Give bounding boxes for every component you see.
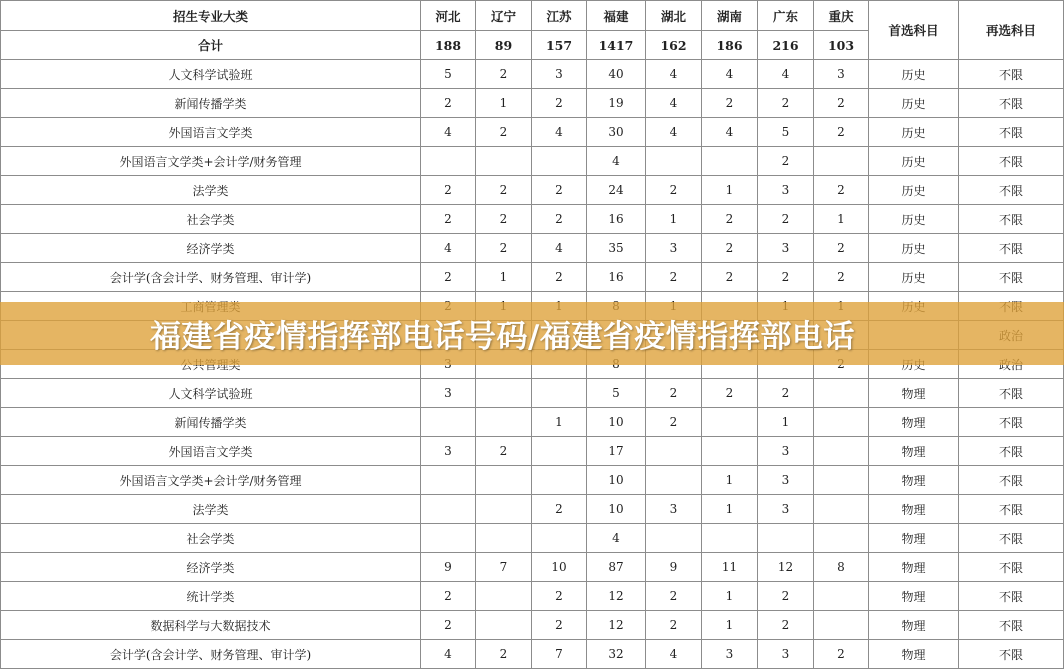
count-cell	[421, 524, 476, 553]
count-cell: 2	[476, 234, 532, 263]
province-header: 重庆	[814, 1, 869, 31]
count-cell: 2	[814, 234, 869, 263]
count-cell: 3	[646, 495, 702, 524]
count-cell: 4	[587, 524, 646, 553]
count-cell: 2	[532, 582, 587, 611]
count-cell: 17	[587, 437, 646, 466]
count-cell	[532, 466, 587, 495]
first-subject-cell: 历史	[869, 176, 959, 205]
table-row	[1, 205, 1064, 234]
count-cell: 4	[532, 234, 587, 263]
count-cell: 2	[476, 118, 532, 147]
count-cell: 2	[702, 89, 758, 118]
province-header: 江苏	[532, 1, 587, 31]
count-cell: 1	[702, 582, 758, 611]
count-cell	[532, 524, 587, 553]
count-cell: 4	[421, 118, 476, 147]
count-cell: 2	[421, 263, 476, 292]
province-header: 湖南	[702, 1, 758, 31]
count-cell: 35	[587, 234, 646, 263]
count-cell: 2	[421, 582, 476, 611]
count-cell: 3	[421, 379, 476, 408]
count-cell	[814, 147, 869, 176]
count-cell: 12	[758, 553, 814, 582]
count-cell: 2	[646, 176, 702, 205]
first-subject-cell: 物理	[869, 408, 959, 437]
count-cell: 87	[587, 553, 646, 582]
watermark-banner	[0, 302, 1064, 365]
count-cell: 1	[758, 408, 814, 437]
count-cell	[814, 524, 869, 553]
count-cell: 8	[814, 553, 869, 582]
first-subject-cell: 历史	[869, 60, 959, 89]
count-cell: 10	[532, 553, 587, 582]
count-cell	[814, 408, 869, 437]
count-cell	[646, 466, 702, 495]
second-subject-cell: 不限	[959, 466, 1064, 495]
table-row	[1, 553, 1064, 582]
total-cell: 103	[814, 31, 869, 60]
count-cell: 3	[758, 495, 814, 524]
first-subject-cell: 物理	[869, 437, 959, 466]
count-cell	[814, 379, 869, 408]
count-cell: 2	[758, 205, 814, 234]
second-subject-cell: 不限	[959, 147, 1064, 176]
province-header: 湖北	[646, 1, 702, 31]
count-cell: 4	[646, 89, 702, 118]
total-cell: 89	[476, 31, 532, 60]
count-cell	[476, 524, 532, 553]
second-subject-cell: 不限	[959, 524, 1064, 553]
count-cell: 4	[646, 60, 702, 89]
first-subject-cell: 历史	[869, 118, 959, 147]
major-cell: 外国语言文学类+会计学/财务管理	[1, 466, 421, 495]
count-cell: 1	[814, 205, 869, 234]
province-header: 河北	[421, 1, 476, 31]
first-subject-header: 首选科目	[869, 1, 959, 60]
table-row	[1, 60, 1064, 89]
major-cell: 法学类	[1, 495, 421, 524]
first-subject-cell: 物理	[869, 640, 959, 669]
count-cell	[421, 147, 476, 176]
count-cell: 1	[646, 205, 702, 234]
major-cell: 法学类	[1, 176, 421, 205]
count-cell: 1	[702, 495, 758, 524]
table-row	[1, 408, 1064, 437]
first-subject-cell: 历史	[869, 234, 959, 263]
count-cell	[421, 466, 476, 495]
count-cell: 4	[646, 118, 702, 147]
count-cell: 4	[702, 60, 758, 89]
count-cell	[476, 147, 532, 176]
count-cell	[646, 147, 702, 176]
count-cell: 2	[532, 495, 587, 524]
count-cell: 5	[587, 379, 646, 408]
count-cell: 2	[646, 408, 702, 437]
province-header: 广东	[758, 1, 814, 31]
second-subject-cell: 不限	[959, 89, 1064, 118]
second-subject-cell: 不限	[959, 205, 1064, 234]
count-cell	[814, 611, 869, 640]
count-cell: 2	[646, 263, 702, 292]
count-cell: 9	[646, 553, 702, 582]
count-cell: 3	[758, 640, 814, 669]
count-cell: 10	[587, 495, 646, 524]
table-row	[1, 234, 1064, 263]
count-cell: 3	[421, 437, 476, 466]
table-row	[1, 611, 1064, 640]
count-cell	[758, 524, 814, 553]
count-cell: 2	[476, 176, 532, 205]
count-cell	[476, 408, 532, 437]
major-cell: 会计学(含会计学、财务管理、审计学)	[1, 263, 421, 292]
count-cell: 2	[421, 176, 476, 205]
first-subject-cell: 物理	[869, 582, 959, 611]
second-subject-header: 再选科目	[959, 1, 1064, 60]
count-cell: 2	[758, 611, 814, 640]
count-cell: 10	[587, 408, 646, 437]
count-cell	[702, 437, 758, 466]
first-subject-cell: 物理	[869, 524, 959, 553]
first-subject-cell: 历史	[869, 147, 959, 176]
table-row	[1, 466, 1064, 495]
table-row	[1, 495, 1064, 524]
count-cell: 3	[814, 60, 869, 89]
first-subject-cell: 物理	[869, 495, 959, 524]
count-cell: 3	[758, 176, 814, 205]
total-cell: 1417	[587, 31, 646, 60]
count-cell: 2	[758, 263, 814, 292]
table-row	[1, 437, 1064, 466]
count-cell: 2	[532, 205, 587, 234]
count-cell	[476, 379, 532, 408]
second-subject-cell: 不限	[959, 437, 1064, 466]
count-cell: 4	[421, 640, 476, 669]
count-cell: 9	[421, 553, 476, 582]
count-cell: 5	[421, 60, 476, 89]
count-cell: 2	[476, 205, 532, 234]
count-cell: 4	[702, 118, 758, 147]
count-cell: 2	[421, 205, 476, 234]
total-label: 合计	[1, 31, 421, 60]
second-subject-cell: 不限	[959, 60, 1064, 89]
second-subject-cell: 不限	[959, 640, 1064, 669]
province-header: 辽宁	[476, 1, 532, 31]
count-cell: 3	[758, 437, 814, 466]
count-cell: 12	[587, 611, 646, 640]
second-subject-cell: 不限	[959, 379, 1064, 408]
table-row	[1, 263, 1064, 292]
count-cell	[702, 524, 758, 553]
count-cell: 1	[702, 466, 758, 495]
count-cell: 2	[532, 611, 587, 640]
major-cell: 新闻传播学类	[1, 89, 421, 118]
major-column-header: 招生专业大类	[1, 1, 421, 31]
count-cell	[814, 582, 869, 611]
count-cell: 3	[758, 234, 814, 263]
count-cell: 4	[758, 60, 814, 89]
count-cell: 4	[587, 147, 646, 176]
second-subject-cell: 不限	[959, 553, 1064, 582]
count-cell	[476, 611, 532, 640]
first-subject-cell: 历史	[869, 89, 959, 118]
major-cell: 社会学类	[1, 524, 421, 553]
count-cell: 2	[758, 89, 814, 118]
total-cell: 157	[532, 31, 587, 60]
table-row	[1, 89, 1064, 118]
count-cell: 16	[587, 205, 646, 234]
count-cell: 2	[702, 263, 758, 292]
count-cell: 1	[476, 263, 532, 292]
major-cell: 外国语言文学类	[1, 437, 421, 466]
first-subject-cell: 历史	[869, 263, 959, 292]
table-row	[1, 524, 1064, 553]
table-row	[1, 379, 1064, 408]
count-cell: 1	[702, 611, 758, 640]
major-cell: 统计学类	[1, 582, 421, 611]
major-cell: 外国语言文学类+会计学/财务管理	[1, 147, 421, 176]
count-cell: 2	[532, 176, 587, 205]
count-cell: 2	[646, 611, 702, 640]
count-cell: 3	[646, 234, 702, 263]
count-cell: 5	[758, 118, 814, 147]
count-cell: 3	[758, 466, 814, 495]
total-cell: 216	[758, 31, 814, 60]
count-cell: 10	[587, 466, 646, 495]
count-cell: 2	[814, 118, 869, 147]
count-cell	[702, 147, 758, 176]
count-cell	[814, 437, 869, 466]
first-subject-cell: 物理	[869, 611, 959, 640]
second-subject-cell: 不限	[959, 611, 1064, 640]
count-cell: 4	[421, 234, 476, 263]
count-cell	[532, 437, 587, 466]
table-row	[1, 147, 1064, 176]
major-cell: 新闻传播学类	[1, 408, 421, 437]
count-cell: 30	[587, 118, 646, 147]
count-cell: 3	[532, 60, 587, 89]
table-row	[1, 582, 1064, 611]
count-cell: 2	[646, 582, 702, 611]
count-cell: 1	[532, 408, 587, 437]
count-cell: 11	[702, 553, 758, 582]
count-cell: 2	[702, 205, 758, 234]
table-row	[1, 640, 1064, 669]
banner-text: 福建省疫情指挥部电话号码/福建省疫情指挥部电话	[150, 319, 855, 355]
count-cell: 2	[814, 263, 869, 292]
count-cell: 2	[814, 89, 869, 118]
count-cell	[532, 379, 587, 408]
count-cell: 24	[587, 176, 646, 205]
count-cell	[532, 147, 587, 176]
count-cell: 2	[702, 234, 758, 263]
count-cell: 2	[702, 379, 758, 408]
count-cell: 1	[702, 176, 758, 205]
second-subject-cell: 不限	[959, 176, 1064, 205]
count-cell	[421, 495, 476, 524]
count-cell: 16	[587, 263, 646, 292]
total-cell: 162	[646, 31, 702, 60]
major-cell: 经济学类	[1, 234, 421, 263]
count-cell: 2	[646, 379, 702, 408]
count-cell	[814, 466, 869, 495]
count-cell: 2	[476, 437, 532, 466]
count-cell: 7	[532, 640, 587, 669]
count-cell: 2	[476, 640, 532, 669]
table-row	[1, 118, 1064, 147]
count-cell	[476, 466, 532, 495]
count-cell: 2	[476, 60, 532, 89]
count-cell: 2	[758, 379, 814, 408]
header-row	[1, 1, 1064, 31]
count-cell	[421, 408, 476, 437]
count-cell	[814, 495, 869, 524]
major-cell: 外国语言文学类	[1, 118, 421, 147]
count-cell: 40	[587, 60, 646, 89]
province-header: 福建	[587, 1, 646, 31]
count-cell	[646, 437, 702, 466]
major-cell: 人文科学试验班	[1, 60, 421, 89]
second-subject-cell: 不限	[959, 408, 1064, 437]
table-row	[1, 176, 1064, 205]
major-cell: 数据科学与大数据技术	[1, 611, 421, 640]
second-subject-cell: 不限	[959, 582, 1064, 611]
count-cell: 4	[532, 118, 587, 147]
major-cell: 会计学(含会计学、财务管理、审计学)	[1, 640, 421, 669]
first-subject-cell: 物理	[869, 379, 959, 408]
count-cell: 2	[532, 89, 587, 118]
count-cell: 7	[476, 553, 532, 582]
total-cell: 186	[702, 31, 758, 60]
count-cell: 19	[587, 89, 646, 118]
major-cell: 社会学类	[1, 205, 421, 234]
count-cell: 4	[646, 640, 702, 669]
count-cell	[476, 495, 532, 524]
count-cell: 2	[758, 582, 814, 611]
second-subject-cell: 不限	[959, 263, 1064, 292]
first-subject-cell: 历史	[869, 205, 959, 234]
count-cell: 2	[814, 176, 869, 205]
count-cell	[646, 524, 702, 553]
major-cell: 经济学类	[1, 553, 421, 582]
count-cell	[476, 582, 532, 611]
second-subject-cell: 不限	[959, 118, 1064, 147]
first-subject-cell: 物理	[869, 553, 959, 582]
major-cell: 人文科学试验班	[1, 379, 421, 408]
count-cell: 12	[587, 582, 646, 611]
first-subject-cell: 物理	[869, 466, 959, 495]
total-cell: 188	[421, 31, 476, 60]
count-cell: 2	[421, 611, 476, 640]
second-subject-cell: 不限	[959, 234, 1064, 263]
count-cell: 2	[421, 89, 476, 118]
count-cell: 3	[702, 640, 758, 669]
count-cell: 2	[814, 640, 869, 669]
second-subject-cell: 不限	[959, 495, 1064, 524]
count-cell: 1	[476, 89, 532, 118]
count-cell: 2	[758, 147, 814, 176]
count-cell	[702, 408, 758, 437]
count-cell: 32	[587, 640, 646, 669]
count-cell: 2	[532, 263, 587, 292]
